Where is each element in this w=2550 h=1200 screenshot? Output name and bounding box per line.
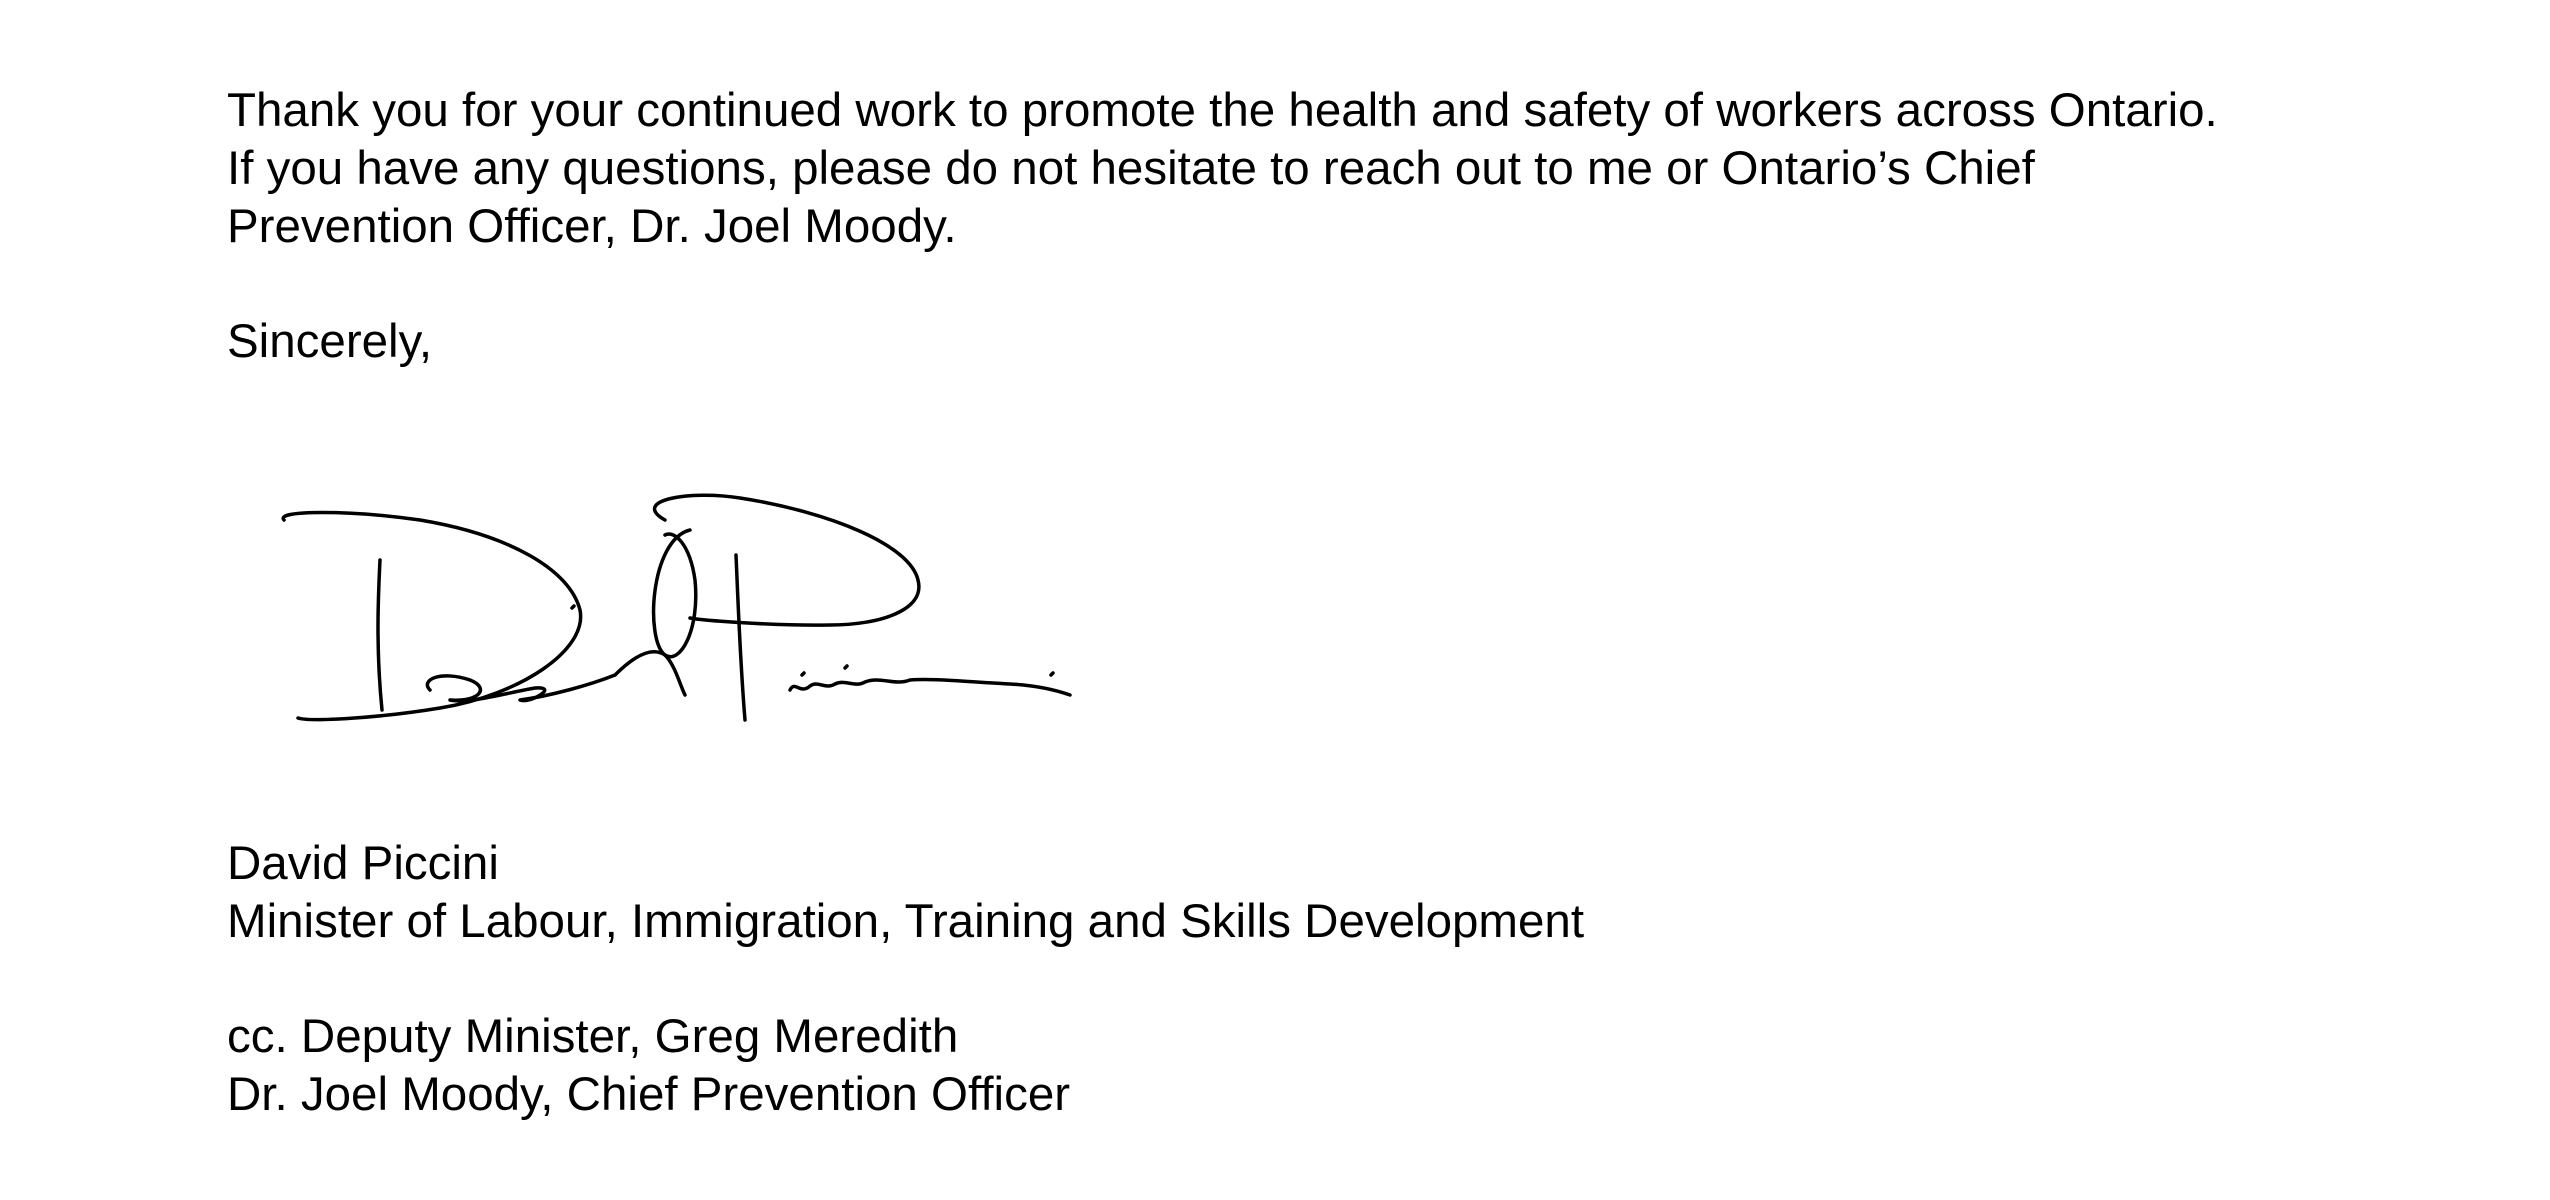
paragraph-line: Prevention Officer, Dr. Joel Moody. xyxy=(227,200,957,253)
signer-title: Minister of Labour, Immigration, Training and Skills Development xyxy=(227,895,1585,948)
closing-paragraph xyxy=(227,82,2218,256)
paragraph-line: If you have any questions, please do not hesitate to reach out to me or Ontario’s Chief xyxy=(227,142,2035,195)
cc-line: cc. Deputy Minister, Greg Meredith xyxy=(227,1010,959,1063)
sign-off: Sincerely, xyxy=(227,315,433,368)
handwritten-signature xyxy=(270,490,1090,740)
signer-name: David Piccini xyxy=(227,837,499,890)
cc-block xyxy=(227,1008,1070,1124)
signer-block xyxy=(227,835,1584,951)
cc-line: Dr. Joel Moody, Chief Prevention Officer xyxy=(227,1068,1071,1121)
paragraph-line: Thank you for your continued work to promote the health and safety of workers across Ontario. xyxy=(227,84,2218,137)
